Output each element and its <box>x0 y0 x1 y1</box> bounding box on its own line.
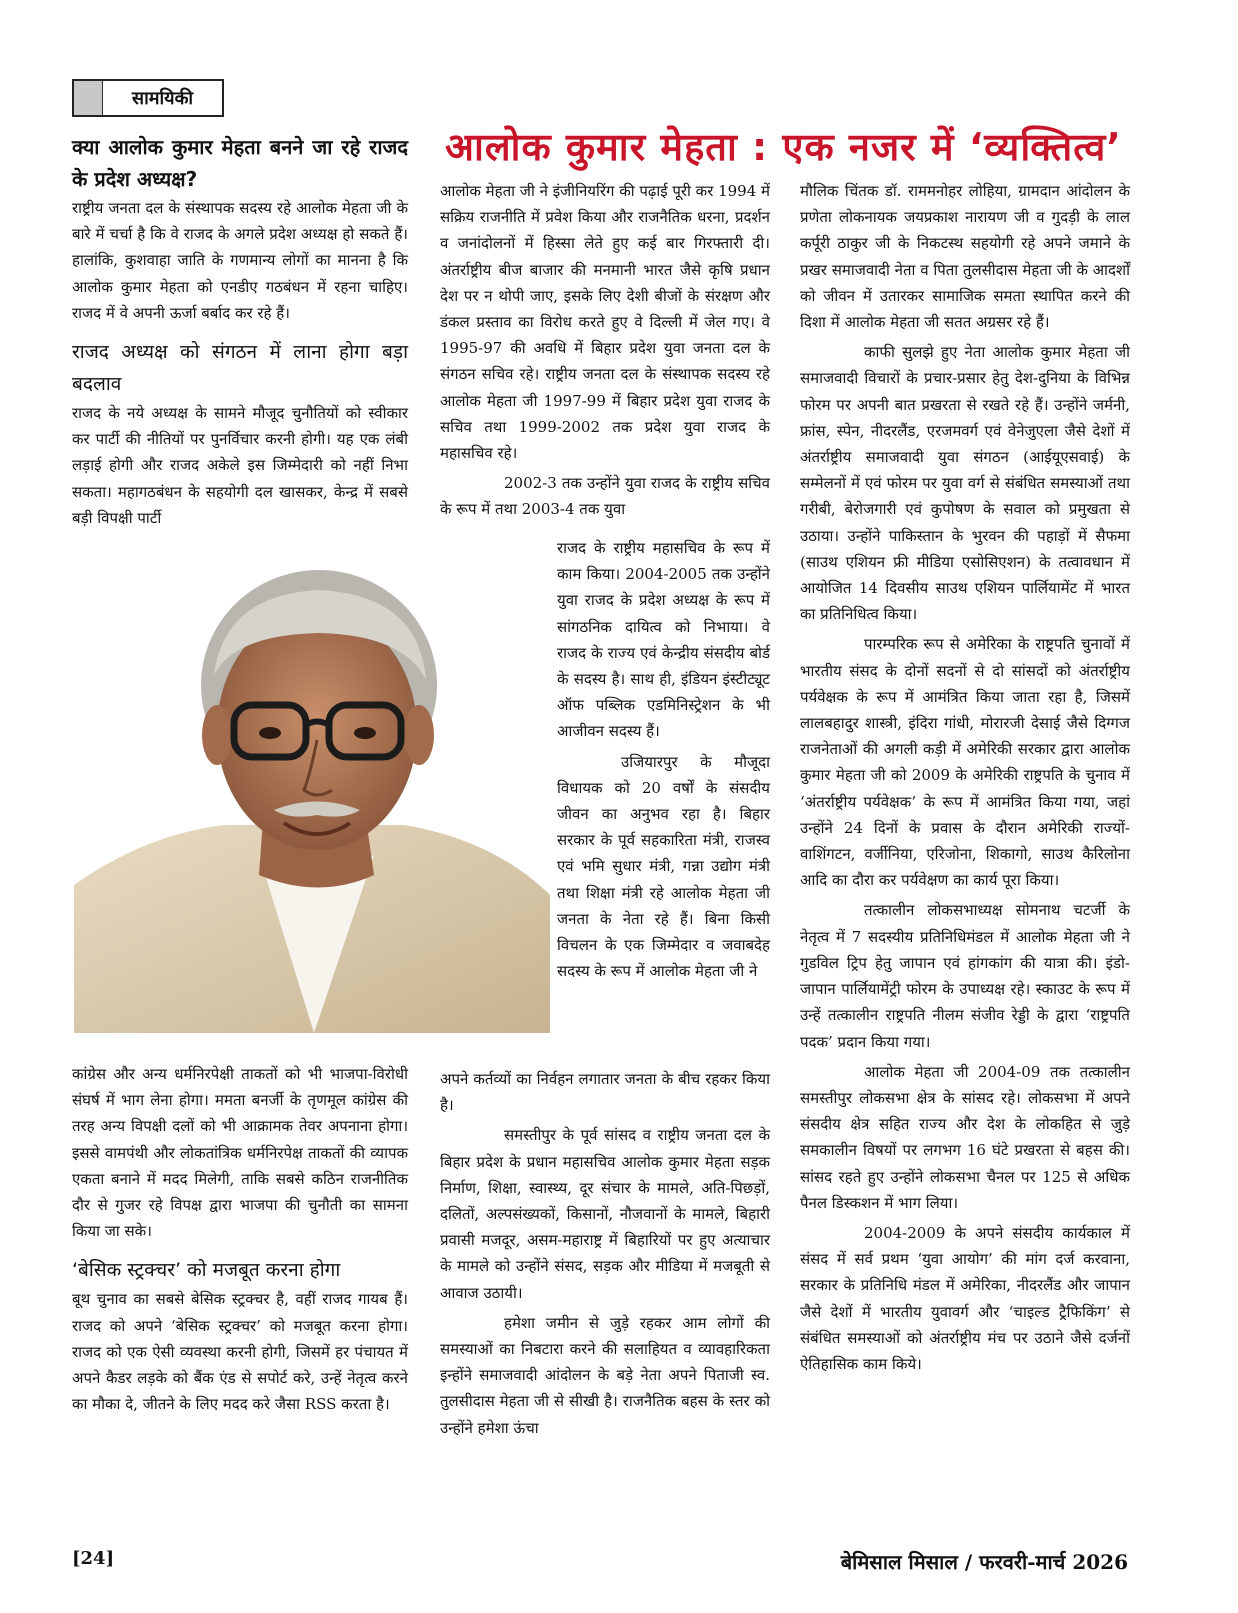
portrait-photo <box>74 555 550 1033</box>
middle-column-wrap <box>557 535 770 984</box>
section-label: सामयिकी <box>131 88 194 109</box>
left-heading-basic-structure: ‘बेसिक स्ट्रक्चर’ को मजबूत करना होगा <box>72 1259 341 1282</box>
right-paragraph-2: काफी सुलझे हुए नेता आलोक कुमार मेहता जी समाजवादी विचारों के प्रचार-प्रसार हेतु देश-दुनिया के विभिन्न फोरम पर अपनी बात प्रखरता से रखते रहे हैं। उन्होंने जर्मनी, फ्रांस, स्पेन, नीदरलैंड, एरजमवर्ग एवं वेनेजुएला जैसे देशों में अंतर्राष्ट्रीय समाजवादी युवा संगठन (आईयूएसवाई) के सम्मेलनों में एवं फोरम पर युवा वर्ग से संबंधित समस्याओं तथा गरीबी, बेरोजगारी एवं कुपोषण के सवाल को प्रमुखता से उठाया। उन्होंने पाकिस्तान के भुरवन की पहाड़ों में सैफमा (साउथ एशियन फ्री मीडिया एसोसिएशन) के तत्वावधान में आयोजित 14 दिवसीय साउथ एशियन पार्लियामेंट में भारत का प्रतिनिधित्व किया। <box>800 343 1130 624</box>
article-title: आलोक कुमार मेहता : एक नजर में ‘व्यक्तित्व’ <box>445 125 1122 169</box>
middle-paragraph-2b: राजद के राष्ट्रीय महासचिव के रूप में काम किया। 2004-2005 तक उन्होंने युवा राजद के प्रदेश अध्यक्ष के रूप में सांगठनिक दायित्व को निभाया। वे राजद के राज्य एवं केन्द्रीय संसदीय बोर्ड के सदस्य है। साथ ही, इंडियन इंस्टीट्यूट ऑफ पब्लिक एडमिनिस्ट्रेशन के भी आजीवन सदस्य हैं। <box>557 539 770 741</box>
left-heading-organization-change: राजद अध्यक्ष को संगठन में लाना होगा बड़ा बदलाव <box>72 341 408 396</box>
left-paragraph-3: कांग्रेस और अन्य धर्मनिरपेक्षी ताकतों को भी भाजपा-विरोधी संघर्ष में भाग लेना होगा। ममता बनर्जी के तृणमूल कांग्रेस की तरह अन्य विपक्षी दलों को भी आक्रामक तेवर अपनाना होगा। इससे वामपंथी और लोकतांत्रिक धर्मनिरपेक्ष ताकतों की व्यापक एकता बनाने में मदद मिलेगी, ताकि सबसे कठिन राजनीतिक दौर से गुजर रहे विपक्ष द्वारा भाजपा की चुनौती का सामना किया जा सके। <box>72 1065 408 1241</box>
middle-paragraph-2a: 2002-3 तक उन्होंने युवा राजद के राष्ट्रीय सचिव के रूप में तथा 2003-4 तक युवा <box>440 474 770 519</box>
right-paragraph-5: आलोक मेहता जी 2004-09 तक तत्कालीन समस्तीपुर लोकसभा क्षेत्र के सांसद रहे। लोकसभा में अपने संसदीय क्षेत्र सहित राज्य और देश के लोकहित से जुड़े समकालीन विषयों पर लगभग 16 घंटे प्रखरता से बहस की। सांसद रहते हुए उन्होंने लोकसभा चैनल पर 125 से अधिक पैनल डिस्कशन में भाग लिया। <box>800 1062 1130 1212</box>
middle-paragraph-1: आलोक मेहता जी ने इंजीनियरिंग की पढ़ाई पूरी कर 1994 में सक्रिय राजनीति में प्रवेश किया और राजनैतिक धरना, प्रदर्शन व जनांदोलनों में हिस्सा लेते हुए कई बार गिरफ्तारी दी। अंतर्राष्ट्रीय बीज बाजार की मनमानी भारत जैसे कृषि प्रधान देश पर न थोपी जाए, इसके लिए देशी बीजों के संरक्षण और डंकल प्रस्ताव का विरोध करते हुए वे दिल्ली में जेल गए। वे 1995-97 की अवधि में बिहार प्रदेश युवा जनता दल के संगठन सचिव रहे। राष्ट्रीय जनता दल के संस्थापक सदस्य रहे आलोक मेहता जी 1997-99 में बिहार प्रदेश युवा राजद के सचिव तथा 1999-2002 तक प्रदेश युवा राजद के महासचिव रहे। <box>440 182 771 463</box>
middle-paragraph-5: हमेशा जमीन से जुड़े रहकर आम लोगों की समस्याओं का निबटारा करने की सलाहियत व व्यावहारिकता इन्होंने समाजवादी आंदोलन के बड़े नेता अपने पिताजी स्व. तुलसीदास मेहता जी से सीखी है। राजनैतिक बहस के स्तर को उन्होंने हमेशा ऊंचा <box>440 1313 770 1437</box>
section-tag <box>72 79 224 117</box>
middle-paragraph-3a: उजियारपुर के मौजूदा विधायक को 20 वर्षों के संसदीय जीवन का अनुभव रहा है। बिहार सरकार के पूर्व सहकारिता मंत्री, राजस्व एवं भमि सुधार मंत्री, गन्ना उद्योग मंत्री तथा शिक्षा मंत्री रहे आलोक मेहता जी जनता के नेता रहे हैं। बिना किसी विचलन के एक जिम्मेदार व जवाबदेह सदस्य के रूप में आलोक मेहता जी ने <box>557 752 770 981</box>
middle-paragraph-3b: अपने कर्तव्यों का निर्वहन लगातार जनता के बीच रहकर किया है। <box>440 1070 770 1115</box>
right-paragraph-6: 2004-2009 के अपने संसदीय कार्यकाल में संसद में सर्व प्रथम ‘युवा आयोग’ की मांग दर्ज करवाना, सरकार के प्रतिनिधि मंडल में अमेरिका, नीदरलैंड और जापान जैसे देशों में भारतीय युवावर्ग और ‘चाइल्ड ट्रैफिकिंग’ से संबंधित समस्याओं को अंतर्राष्ट्रीय मंच पर उठाने जैसे दर्जनों ऐतिहासिक काम किये। <box>800 1223 1130 1373</box>
section-tag-marker <box>74 81 103 115</box>
publication-name: बेमिसाल मिसाल / फरवरी-मार्च 2026 <box>840 1550 1128 1574</box>
middle-paragraph-4: समस्तीपुर के पूर्व सांसद व राष्ट्रीय जनता दल के बिहार प्रदेश के प्रधान महासचिव आलोक कुमार मेहता सड़क निर्माण, शिक्षा, स्वास्थ्य, दूर संचार के मामले, अति-पिछड़ों, दलितों, अल्पसंख्यकों, किसानों, नौजवानों के मामले, बिहारी प्रवासी मजदूर, असम-महाराष्ट्र में बिहारियों पर हुए अत्याचार के मामले को उन्होंने संसद, सड़क और मीडिया में मजबूती से आवाज उठायी। <box>440 1126 770 1302</box>
page-number: [24] <box>72 1548 115 1569</box>
right-paragraph-4: तत्कालीन लोकसभाध्यक्ष सोमनाथ चटर्जी के नेतृत्व में 7 सदस्यीय प्रतिनिधिमंडल में आलोक मेहता जी ने गुडविल ट्रिप हेतु जापान एवं हांगकांग की यात्रा की। इंडो-जापान पार्लियामेंट्री फोरम के उपाध्यक्ष रहे। स्काउट के रूप में उन्हें तत्कालीन राष्ट्रपति नीलम संजीव रेड्डी के द्वारा ‘राष्ट्रपति पदक’ प्रदान किया गया। <box>800 901 1130 1051</box>
right-paragraph-1: मौलिक चिंतक डॉ. राममनोहर लोहिया, ग्रामदान आंदोलन के प्रणेता लोकनायक जयप्रकाश नारायण जी व गुदड़ी के लाल कर्पूरी ठाकुर जी के निकटस्थ सहयोगी रहे अपने जमाने के प्रखर समाजवादी नेता व पिता तुलसीदास मेहता जी के आदर्शों को जीवन में उतारकर सामाजिक समता स्थापित करने की दिशा में आलोक मेहता जी सतत अग्रसर रहे हैं। <box>800 182 1131 332</box>
middle-column-bottom <box>440 1066 770 1441</box>
left-heading-rjd-president: क्या आलोक कुमार मेहता बनने जा रहे राजद के प्रदेश अध्यक्ष? <box>72 135 408 191</box>
left-paragraph-4: बूथ चुनाव का सबसे बेसिक स्ट्रक्चर है, वहीं राजद गायब हैं। राजद को अपने ‘बेसिक स्ट्रक्चर’ को मजबूत करना होगा। राजद को एक ऐसी व्यवस्था करनी होगी, जिसमें हर पंचायत में अपने कैडर लड़के को बैंक एंड से सपोर्ट करे, उन्हें नेतृत्व करने का मौका दे, जीतने के लिए मदद करे जैसा RSS करता है। <box>72 1290 408 1414</box>
left-column-top <box>72 131 408 531</box>
left-paragraph-1: राष्ट्रीय जनता दल के संस्थापक सदस्य रहे आलोक मेहता जी के बारे में चर्चा है कि वे राजद के अगले प्रदेश अध्यक्ष हो सकते हैं। हालांकि, कुशवाहा जाति के गणमान्य लोगों का मानना है कि आलोक कुमार मेहता को एनडीए गठबंधन में रहना चाहिए। राजद में वे अपनी ऊर्जा बर्बाद कर रहे हैं। <box>72 199 408 322</box>
left-column-bottom <box>72 1061 408 1417</box>
right-paragraph-3: पारम्परिक रूप से अमेरिका के राष्ट्रपति चुनावों में भारतीय संसद के दोनों सदनों से दो सांसदों को अंतर्राष्ट्रीय पर्यवेक्षक के रूप में आमंत्रित किया जाता रहा है, जिसमें लालबहादुर शास्त्री, इंदिरा गांधी, मोरारजी देसाई जैसे दिग्गज राजनेताओं की अगली कड़ी में अमेरिकी सरकार द्वारा आलोक कुमार मेहता जी को 2009 के अमेरिकी राष्ट्रपति के चुनाव में ‘अंतर्राष्ट्रीय पर्यवेक्षक’ के रूप में आमंत्रित किया गया, जहां उन्होंने 24 दिनों के प्रवास के दौरान अमेरिकी राज्यों- वाशिंगटन, वर्जीनिया, एरिजोना, शिकागो, साउथ कैरिलोना आदि का दौरा कर पर्यवेक्षण का कार्य पूरा किया। <box>800 635 1130 890</box>
left-paragraph-2: राजद के नये अध्यक्ष के सामने मौजूद चुनौतियों को स्वीकार कर पार्टी की नीतियों पर पुनर्विचार करनी होगी। यह एक लंबी लड़ाई होगी और राजद अकेले इस जिम्मेदारी को नहीं निभा सकता। महागठबंधन के सहयोगी दल खासकर, केन्द्र में सबसे बड़ी विपक्षी पार्टी <box>72 404 408 527</box>
right-column <box>800 178 1130 1377</box>
middle-column-top <box>440 178 770 523</box>
